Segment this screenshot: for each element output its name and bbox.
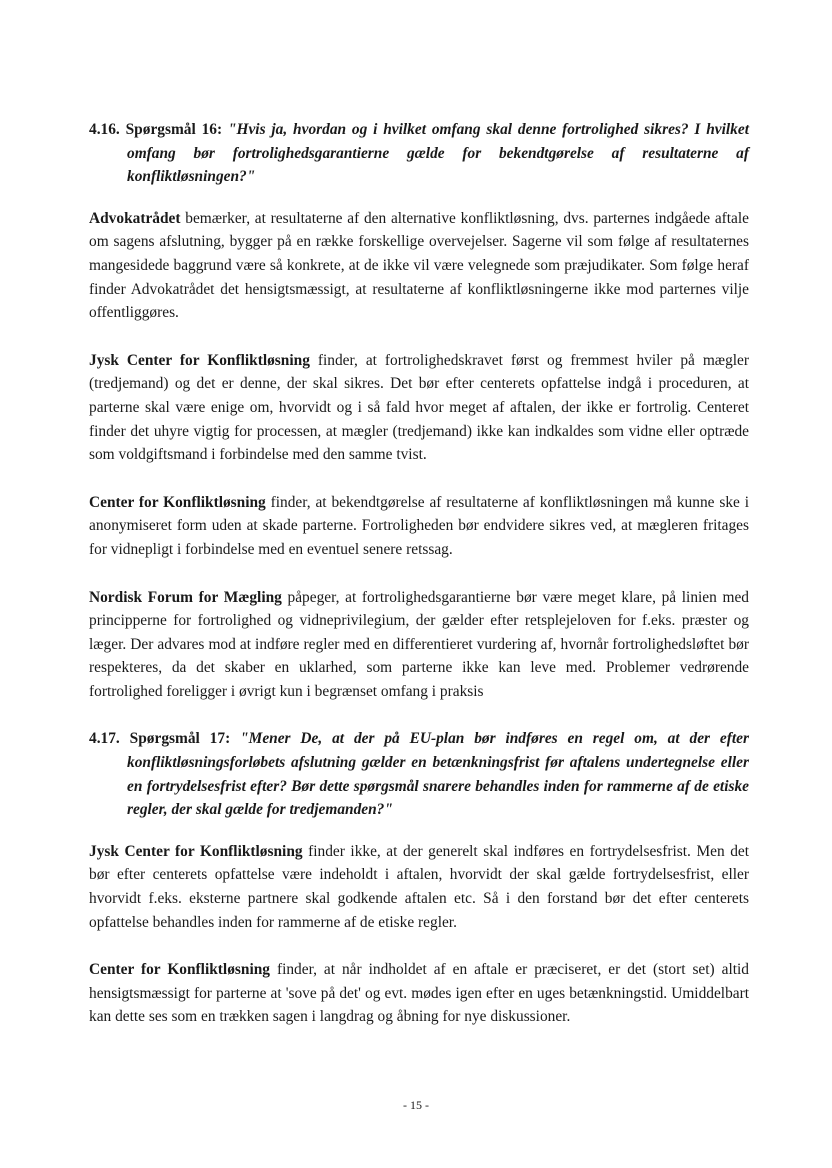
- page-number: - 15 -: [403, 1098, 429, 1112]
- response-organization: Advokatrådet: [89, 209, 181, 227]
- response-text: påpeger, at fortrolighedsgarantierne bør være meget klare, på linien med principperne for fortrolighed og vidneprivilegium, der gælder efter retsplejeloven for f.eks. præster og læger. Der advares mod at indføre regler med en differentieret vurdering af, hvornår fortrolighedsløftet bør respekteres, da det skaber en uklarhed, som parterne ikke kan leve med. Problemer vedrørende fortrolighed foreligger i øvrigt kun i begrænset omfang i praksis: [89, 588, 749, 700]
- response-text: finder, at når indholdet af en aftale er præciseret, er det (stort set) altid hensigtsmæssigt for parterne at 'sove på det' og evt. mødes igen efter en uges betænkningstid. Umiddelbart kan dette ses som en trækken sagen i langdrag og åbning for nye diskussioner.: [89, 961, 749, 1026]
- section-number: 4.16.: [89, 121, 120, 138]
- response-text: bemærker, at resultaterne af den alternative konfliktløsning, dvs. parternes indgåede aftale om sagens afslutning, bygger på en række forskellige overvejelser. Sagerne vil som følge af resultaternes mangesidede baggrund være så konkrete, at de ikke vil være velegnede som præjudikater. Som følge heraf finder Advokatrådet det hensigtsmæssigt, at resultaterne af konfliktløsningerne ikke mod parternes vilje offentliggøres.: [89, 209, 749, 322]
- response-organization: Center for Konfliktløsning: [89, 961, 270, 979]
- section-question: "Hvis ja, hvordan og i hvilket omfang skal denne fortrolighed sikres? I hvilket omfang bør fortrolighedsgarantierne gælde for bekendtgørelse af resultaterne af konfliktløsningen?": [127, 121, 749, 186]
- section-heading-4-16: [89, 118, 749, 189]
- response-paragraph: [89, 207, 749, 325]
- section-question: "Mener De, at der på EU-plan bør indføres en regel om, at der efter konfliktløsningsforløbets afslutning gælder en betænkningsfrist før aftalens undertegnelse eller en fortrydelsesfrist efter? Bør dette spørgsmål snarere behandles inden for rammerne af de etiske regler, der skal gælde for tredjemanden?": [127, 730, 749, 819]
- response-paragraph: [89, 349, 749, 467]
- response-paragraph: [89, 958, 749, 1029]
- section-label: Spørgsmål 16:: [125, 121, 223, 138]
- response-text: finder, at bekendtgørelse af resultaterne af konfliktløsningen må kunne ske i anonymiseret form uden at skade parterne. Fortroligheden bør endvidere sikres ved, at mægleren fritages for vidnepligt i forbindelse med en eventuel senere retssag.: [89, 493, 749, 558]
- response-text: finder, at fortrolighedskravet først og fremmest hviler på mægler (tredjemand) og det er denne, der skal sikres. Det bør efter centerets opfattelse indgå i proceduren, at parterne skal være enige om, hvorvidt og i så fald hvor meget af aftalen, der ikke er fortrolig. Centeret finder det uhyre vigtig for processen, at mægler (tredjemand) ikke kan indkaldes som vidne eller optræde som voldgiftsmand i forbindelse med den samme tvist.: [89, 351, 749, 464]
- response-organization: Center for Konfliktløsning: [89, 493, 266, 511]
- response-paragraph: [89, 491, 749, 562]
- section-heading-4-17: [89, 727, 749, 821]
- section-number: 4.17.: [89, 730, 120, 748]
- response-organization: Jysk Center for Konfliktløsning: [89, 842, 303, 860]
- response-text: finder ikke, at der generelt skal indføres en fortrydelsesfrist. Men det bør efter centerets opfattelse være indeholdt i aftalen, hvorvidt der skal gælde fortrydelsesfrist, eller hvorvidt f.eks. eksterne partnere skal godkende aftalen etc. Så i den forstand bør det efter centerets opfattelse behandles inden for rammerne af de etiske regler.: [89, 842, 750, 931]
- document-page: [89, 118, 749, 1029]
- response-organization: Nordisk Forum for Mægling: [89, 588, 282, 606]
- response-paragraph: [89, 840, 749, 934]
- response-organization: Jysk Center for Konfliktløsning: [89, 351, 310, 369]
- section-label: Spørgsmål 17:: [129, 730, 231, 748]
- response-paragraph: [89, 586, 749, 704]
